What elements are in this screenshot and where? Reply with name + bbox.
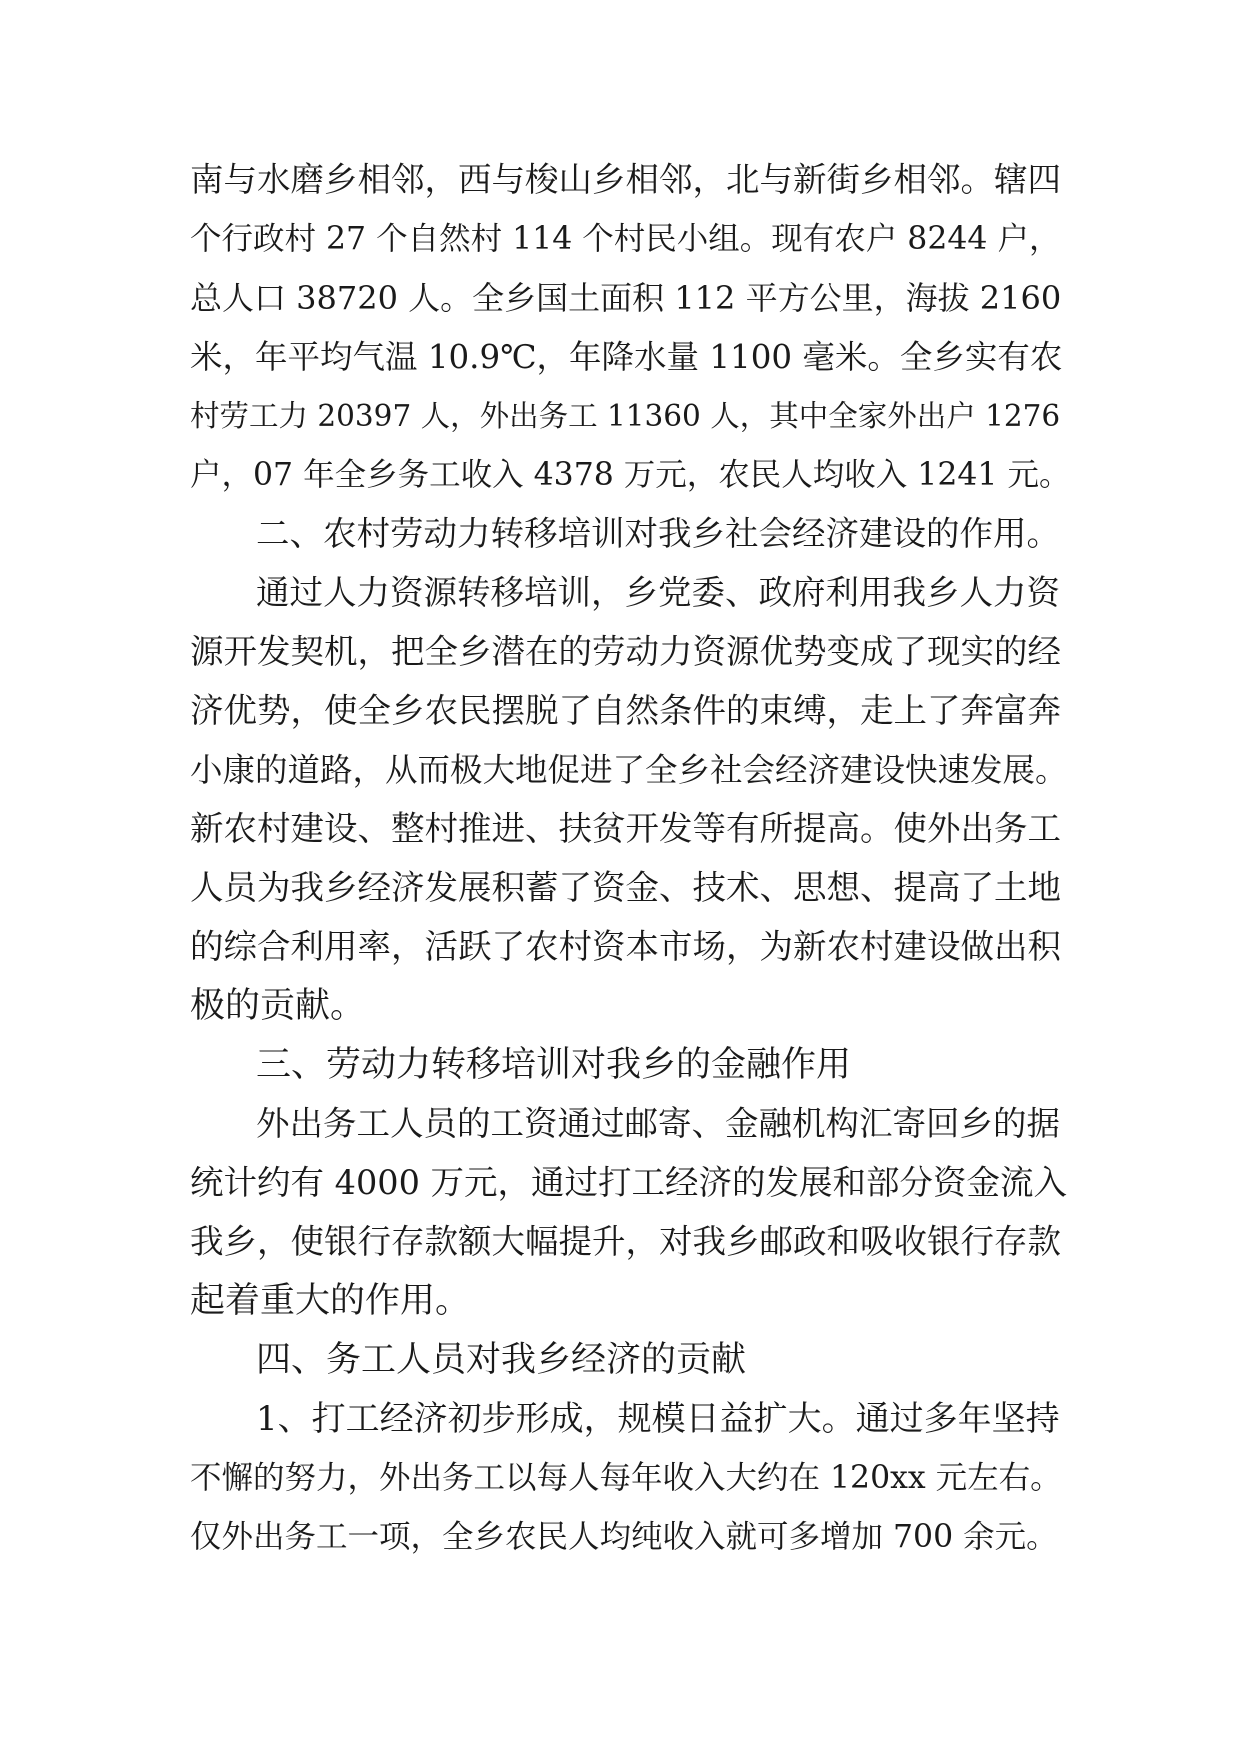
section-heading: 三、劳动力转移培训对我乡的金融作用 [256, 1045, 852, 1085]
text-line: 的综合利用率，活跃了农村资本市场，为新农村建设做出积 [190, 927, 1061, 966]
text-line: 源开发契机，把全乡潜在的劳动力资源优势变成了现实的经 [190, 632, 1061, 671]
text-line: 仅外出务工一项，全乡农民人均纯收入就可多增加 700 余元。 [190, 1519, 1058, 1555]
text-line: 个行政村 27 个自然村 114 个村民小组。现有农户 8244 户， [190, 221, 1061, 257]
text-line: 起着重大的作用。 [190, 1281, 471, 1321]
text-line: 不懈的努力，外出务工以每人每年收入大约在 120xx 元左右。 [190, 1460, 1062, 1496]
section-heading: 二、农村劳动力转移培训对我乡社会经济建设的作用。 [256, 514, 1060, 553]
text-line: 户，07 年全乡务工收入 4378 万元，农民人均收入 1241 元。 [190, 457, 1070, 493]
text-line: 米，年平均气温 10.9℃，年降水量 1100 毫米。全乡实有农 [190, 338, 1063, 376]
text-line: 小康的道路，从而极大地促进了全乡社会经济建设快速发展。 [190, 751, 1068, 789]
text-line: 外出务工人员的工资通过邮寄、金融机构汇寄回乡的据 [256, 1104, 1060, 1143]
section-heading: 四、务工人员对我乡经济的贡献 [256, 1340, 747, 1380]
text-line: 极的贡献。 [190, 986, 366, 1026]
text-line: 济优势，使全乡农民摆脱了自然条件的束缚，走上了奔富奔 [190, 691, 1061, 730]
text-line: 我乡，使银行存款额大幅提升，对我乡邮政和吸收银行存款 [190, 1222, 1061, 1261]
text-line: 总人口 38720 人。全乡国土面积 112 平方公里，海拔 2160 [190, 279, 1062, 317]
text-line: 南与水磨乡相邻，西与梭山乡相邻，北与新街乡相邻。辖四 [190, 160, 1061, 199]
text-line: 1、打工经济初步形成，规模日益扩大。通过多年坚持 [256, 1399, 1060, 1439]
text-line: 新农村建设、整村推进、扶贫开发等有所提高。使外出务工 [190, 809, 1061, 848]
text-line: 通过人力资源转移培训，乡党委、政府利用我乡人力资 [256, 573, 1060, 612]
text-line: 统计约有 4000 万元，通过打工经济的发展和部分资金流入 [190, 1163, 1068, 1202]
text-line: 人员为我乡经济发展积蓄了资金、技术、思想、提高了土地 [190, 868, 1061, 907]
text-line: 村劳工力 20397 人，外出务工 11360 人，其中全家外出户 1276 [190, 399, 1061, 433]
